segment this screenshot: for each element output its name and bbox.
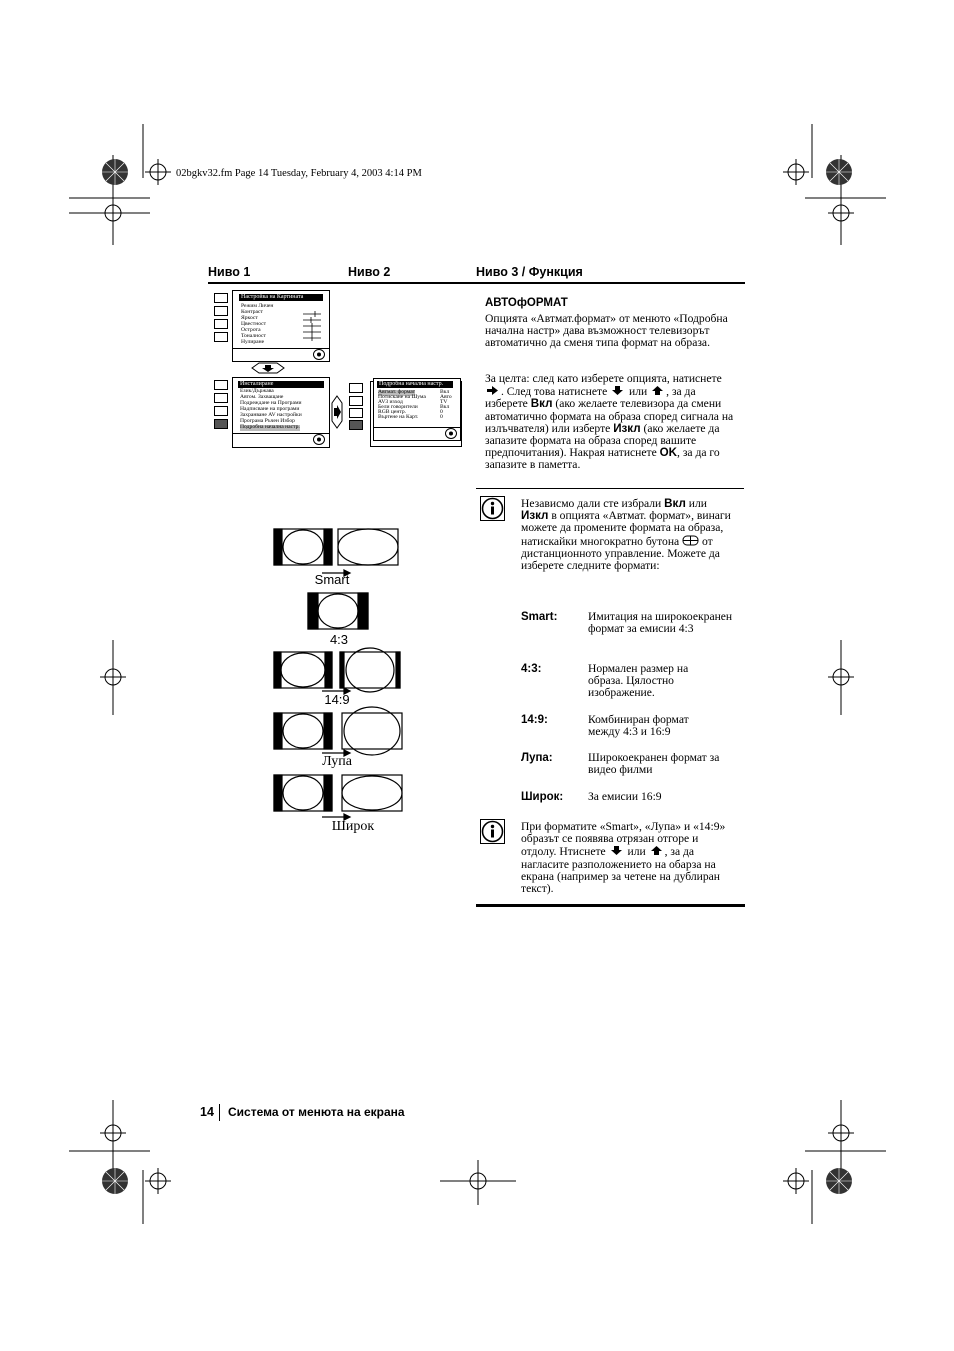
file-stamp: 02bgkv32.fm Page 14 Tuesday, February 4, 2003 4:14 PM xyxy=(176,168,422,179)
section-title: АВТОфОРМАТ xyxy=(485,297,568,309)
remote-control-icon xyxy=(313,434,325,445)
clock-icon xyxy=(349,408,363,418)
definition-desc: Комбиниран формат между 4:3 и 16:9 xyxy=(588,713,689,739)
screen-format-button-icon xyxy=(682,535,699,546)
music-note-icon xyxy=(214,393,228,403)
remote-control-icon xyxy=(445,428,457,439)
format-label-shirok: Широк xyxy=(331,819,375,834)
menu-1-panel xyxy=(232,290,330,362)
tv-icon xyxy=(214,293,228,303)
menu-3-value: TV xyxy=(440,399,448,405)
menu-1-item: Тоналност xyxy=(241,333,266,339)
menu-1-item: Нулиране xyxy=(241,339,265,345)
down-arrow-icon xyxy=(610,385,626,396)
clock-icon xyxy=(214,319,228,329)
menu-3-value: 0 xyxy=(440,414,443,420)
footer-separator xyxy=(219,1104,220,1121)
menu-3-value: Вкл xyxy=(440,389,450,395)
menu-3-value: 0 xyxy=(440,409,443,415)
menu-1-title: Настройка на Картината xyxy=(239,294,323,301)
up-arrow-icon xyxy=(649,845,665,856)
menu-3-item-selected: Автмат. формат xyxy=(378,389,416,395)
menu-1-item: Цвестност xyxy=(241,321,267,327)
definition-desc: Нормален размер на образа. Цялостно изображение. xyxy=(588,662,689,700)
section-divider xyxy=(476,488,744,489)
definition-term: 14:9: xyxy=(521,714,548,726)
menu-1-item: Острота xyxy=(241,327,261,333)
toolbox-icon xyxy=(349,420,363,430)
format-illustrations xyxy=(270,525,410,825)
up-arrow-icon xyxy=(650,385,666,396)
note-1: Независмо дали сте избрали Вкл или Изкл в опцията «Автмат. формат», винаги можете да промените формата на образа, натискайки многократно бутона от дистанционното управление. Можете да изберете следните формати: xyxy=(521,497,731,573)
header-rule xyxy=(208,282,745,284)
info-icon xyxy=(480,819,505,844)
right-arrow-icon xyxy=(485,385,501,396)
format-label-14-9: 14:9 xyxy=(324,692,350,707)
menu-2-item-selected: Подробна начална настр. xyxy=(240,424,300,430)
menu-2-panel xyxy=(232,377,330,448)
remote-control-icon xyxy=(313,349,325,360)
format-label-4-3: 4:3 xyxy=(329,632,349,647)
note-2: При форматите «Smart», «Лупа» и «14:9» образът се появява отрязан отгоре и отдолу. Нтиснете или , за да нагласите разположението на обарза на екрана (например за четене на дублиран текст). xyxy=(521,820,726,896)
definition-desc: Имитация на широкоекранен формат за емисии 4:3 xyxy=(588,610,733,636)
tv-icon xyxy=(349,383,363,393)
menu-3-item: Бели говорители xyxy=(378,404,418,410)
music-note-icon xyxy=(349,396,363,406)
definition-desc: Широкоекранен формат за видео филми xyxy=(588,751,720,777)
menu-3-item: Потискане на Шума xyxy=(378,394,426,400)
page-number: 14 xyxy=(200,1105,214,1119)
info-icon xyxy=(480,496,505,521)
menu-level-1 xyxy=(212,290,330,361)
footer-title: Система от менюта на екрана xyxy=(228,1105,405,1119)
menu-3-panel xyxy=(373,378,461,441)
header-level-3: Ниво 3 / Функция xyxy=(476,265,583,279)
section-bottom-rule xyxy=(476,904,745,907)
menu-2-item: Език/Държава xyxy=(240,388,274,394)
menu-3-item: RGB центр. xyxy=(378,409,407,415)
menu-level-2 xyxy=(212,377,330,447)
menu-2-item: Програма Ръчен Избор xyxy=(240,418,295,424)
format-label-smart: Smart xyxy=(314,572,350,587)
definition-term: Широк: xyxy=(521,791,564,803)
menu-3-item: Въртене на Карт. xyxy=(378,414,419,420)
menu-2-title: Инсталиране xyxy=(238,381,324,388)
menu-level-3 xyxy=(347,378,465,448)
menu-2-item: Подреждане на Програми xyxy=(240,400,302,406)
toolbox-icon xyxy=(214,419,228,429)
menu-3-title: Подробна начална настр. xyxy=(377,381,453,388)
definition-term: Smart: xyxy=(521,611,558,623)
menu-3-value: Вкл xyxy=(440,404,450,410)
down-arrow-button-icon xyxy=(251,362,285,374)
slider-bars xyxy=(301,311,323,343)
section-para-2: За целта: след като изберете опцията, натиснете . След това натиснете или , за да изберете Вкл (ако желаете телевизора да смени автоматично формата на образа според сигнала на излъчвателя) или изберте Изкл (ако желаете да запазите формата на образа според вашите предпочитания). Накрая натиснете OK, за да го запазите в паметта. xyxy=(485,372,734,472)
menu-2-item: Захранване AV настройки xyxy=(240,412,302,418)
menu-1-item: Режим Личен xyxy=(241,303,274,309)
definition-term: Лупа: xyxy=(521,752,553,764)
down-arrow-icon xyxy=(609,845,625,856)
definition-desc: За емисии 16:9 xyxy=(588,790,662,803)
header-level-2: Ниво 2 xyxy=(348,265,391,279)
right-arrow-button-icon xyxy=(331,395,343,429)
toolbox-icon xyxy=(214,332,228,342)
section-para-1: Опцията «Автмат.формат» от менюто «Подробна начална настр» дава възможност телевизорът автоматично да сменя типа формат на образа. xyxy=(485,312,728,350)
menu-1-item: Яркост xyxy=(241,315,258,321)
menu-3-item: AV3 изход xyxy=(378,399,403,405)
menu-2-item: Надписване на програми xyxy=(240,406,300,412)
menu-1-item: Контраст xyxy=(241,309,263,315)
menu-3-value: Авто xyxy=(440,394,452,400)
format-label-lupa: Лупа xyxy=(322,754,352,769)
definition-term: 4:3: xyxy=(521,663,542,675)
clock-icon xyxy=(214,406,228,416)
music-note-icon xyxy=(214,306,228,316)
header-level-1: Ниво 1 xyxy=(208,265,251,279)
tv-icon xyxy=(214,380,228,390)
menu-2-item: Автом. Захващане xyxy=(240,394,284,400)
